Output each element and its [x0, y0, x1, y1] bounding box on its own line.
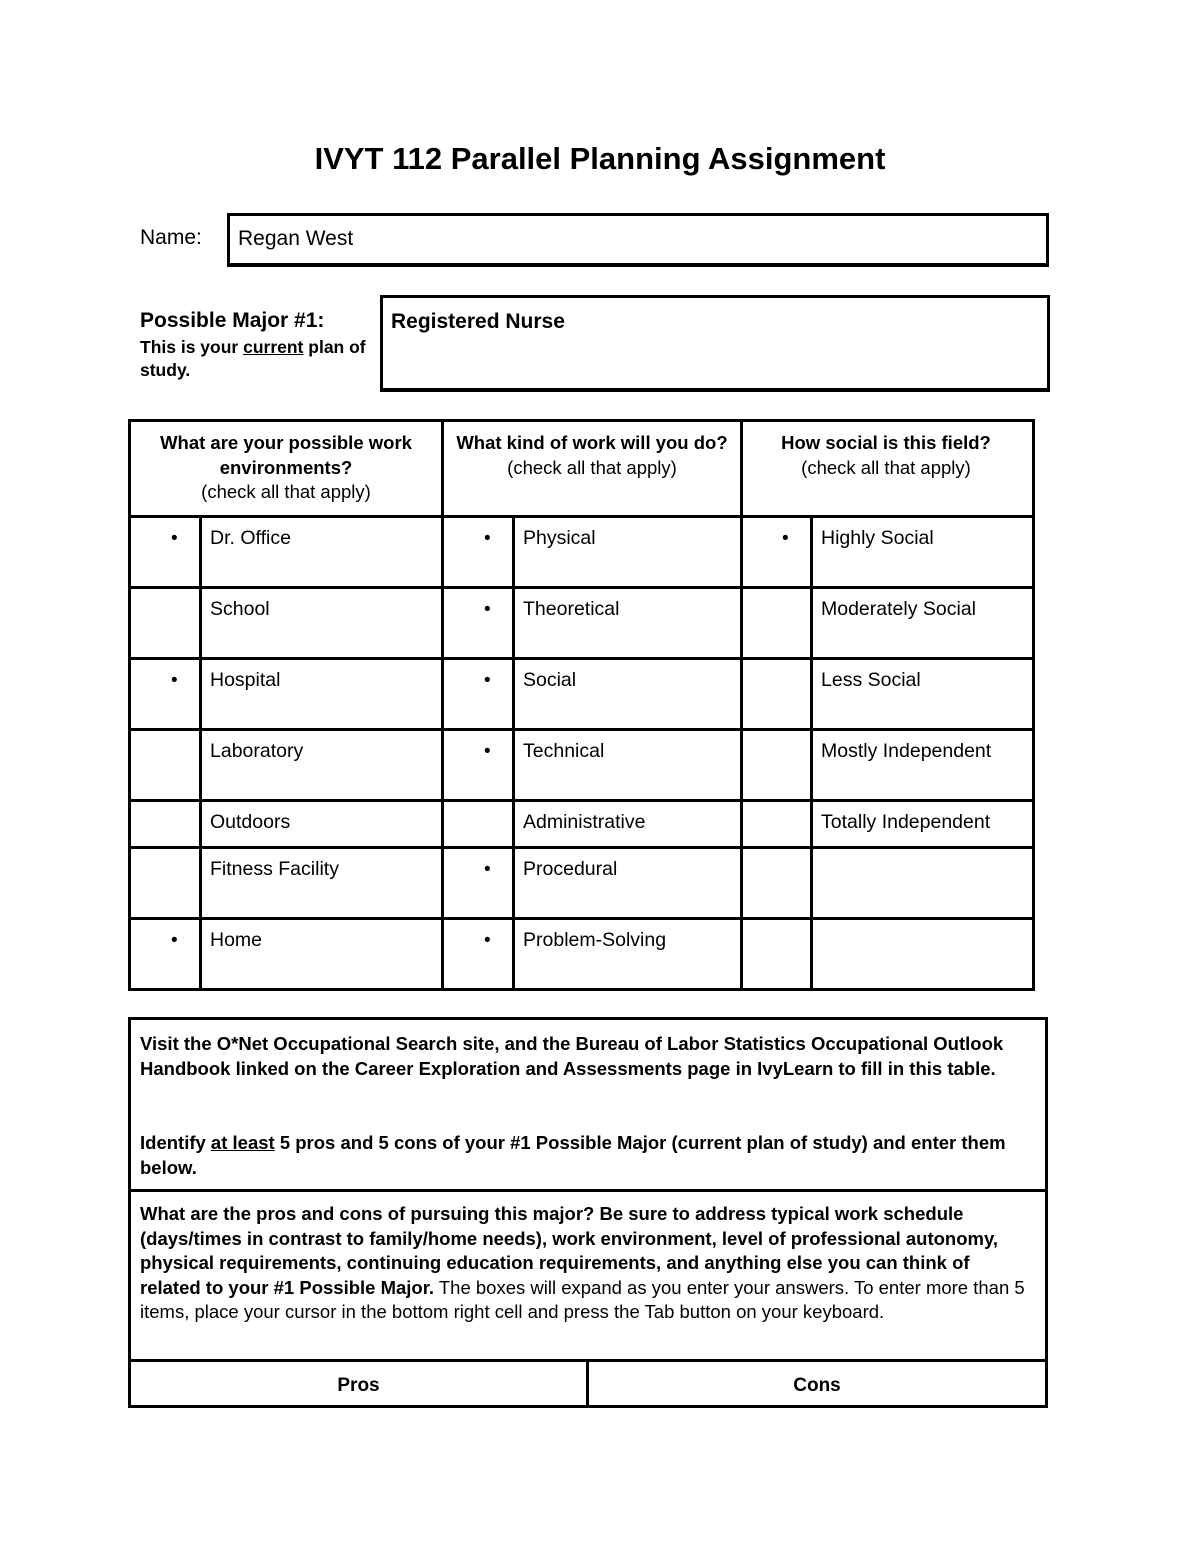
name-label: Name:: [140, 226, 202, 249]
grid-rule: [128, 419, 131, 991]
social-level-option: Highly Social: [821, 527, 934, 549]
work-type-option: Social: [523, 669, 577, 691]
major-label: Possible Major #1:: [140, 309, 325, 332]
environment-checkbox-cell[interactable]: •: [171, 528, 178, 549]
work-type-option: Theoretical: [523, 598, 620, 620]
cons-header: Cons: [793, 1375, 841, 1396]
grid-rule: [441, 419, 444, 991]
environment-option: Hospital: [210, 669, 281, 691]
identify-before: Identify: [140, 1132, 206, 1153]
table-rule: [1045, 1017, 1048, 1408]
pros-cons-table: [128, 1017, 1048, 1408]
page-title: IVYT 112 Parallel Planning Assignment: [314, 141, 886, 176]
environment-option: Outdoors: [210, 811, 291, 833]
header-kind-of-work: [446, 431, 738, 480]
grid-rule: [128, 515, 1035, 518]
work-type-option: Procedural: [523, 858, 618, 880]
identify-underlined: at least: [210, 1132, 275, 1153]
grid-rule: [740, 419, 743, 991]
work-type-checkbox-cell[interactable]: •: [484, 528, 491, 549]
grid-rule: [199, 515, 202, 991]
question-bold: What are the pros and cons of pursuing this major? Be sure to address typical work schedule (days/times in contrast to family/home needs), work environment, level of professional autonomy, physical requirements, continuing education requirements, and anything else you can think of related to your #1 Possible Major.: [140, 1203, 999, 1298]
social-level-option: Moderately Social: [821, 598, 976, 620]
work-type-option: Physical: [523, 527, 596, 549]
grid-rule: [128, 846, 1035, 849]
grid-rule: [128, 419, 1035, 422]
grid-rule: [128, 988, 1035, 991]
grid-rule: [512, 515, 515, 991]
table-rule: [128, 1017, 1048, 1020]
work-type-checkbox-cell[interactable]: •: [484, 670, 491, 691]
environment-checkbox-cell[interactable]: •: [171, 930, 178, 951]
major-note-after: plan of study.: [140, 337, 366, 380]
major-field[interactable]: [380, 295, 1050, 392]
major-note-before: This is your: [140, 337, 239, 357]
question-normal: The boxes will expand as you enter your answers. To enter more than 5 items, place your cursor in the bottom right cell and press the Tab button on your keyboard.: [140, 1276, 1025, 1322]
instructions-identify: [140, 1131, 1035, 1180]
visit-text: Visit the O*Net Occupational Search site, and the Bureau of Labor Statistics Occupational Outlook Handbook linked on the Career Exploration and Assessments page in IvyLearn to fill in this table.: [140, 1033, 1004, 1079]
environment-option: Fitness Facility: [210, 858, 339, 880]
checklist-table: [128, 419, 1035, 991]
table-rule: [128, 1189, 1048, 1192]
header-bold: How social is this field?: [781, 432, 991, 453]
major-note: [140, 336, 380, 382]
work-type-checkbox-cell[interactable]: •: [484, 741, 491, 762]
name-value: Regan West: [238, 227, 354, 250]
social-level-option: Totally Independent: [821, 811, 991, 833]
work-type-checkbox-cell[interactable]: •: [484, 859, 491, 880]
major-note-underlined: current: [243, 337, 304, 357]
major-value: Registered Nurse: [391, 310, 565, 333]
grid-rule: [128, 917, 1035, 920]
environment-option: Laboratory: [210, 740, 304, 762]
environment-option: School: [210, 598, 270, 620]
header-how-social: [758, 431, 1014, 480]
social-level-checkbox-cell[interactable]: •: [782, 528, 789, 549]
environment-checkbox-cell[interactable]: •: [171, 670, 178, 691]
header-work-environments: [154, 431, 418, 505]
work-type-option: Administrative: [523, 811, 646, 833]
grid-rule: [128, 799, 1035, 802]
identify-after: 5 pros and 5 cons of your #1 Possible Major (current plan of study) and enter them below.: [140, 1132, 1006, 1178]
name-field[interactable]: [227, 213, 1049, 267]
work-type-checkbox-cell[interactable]: •: [484, 599, 491, 620]
environment-option: Dr. Office: [210, 527, 291, 549]
header-bold: What are your possible work environments?: [160, 432, 412, 478]
grid-rule: [128, 657, 1035, 660]
social-level-option: Mostly Independent: [821, 740, 992, 762]
header-note: (check all that apply): [201, 481, 371, 502]
header-bold: What kind of work will you do?: [456, 432, 728, 453]
social-level-option: Less Social: [821, 669, 921, 691]
instructions-question: [140, 1202, 1035, 1325]
work-type-option: Problem-Solving: [523, 929, 667, 951]
environment-option: Home: [210, 929, 263, 951]
pros-header: Pros: [337, 1375, 380, 1396]
header-note: (check all that apply): [801, 456, 971, 478]
grid-rule: [810, 515, 813, 991]
grid-rule: [128, 586, 1035, 589]
header-note: (check all that apply): [507, 456, 677, 478]
instructions-visit: [140, 1032, 1035, 1081]
grid-rule: [1032, 419, 1035, 991]
grid-rule: [128, 728, 1035, 731]
table-rule: [128, 1017, 131, 1408]
work-type-checkbox-cell[interactable]: •: [484, 930, 491, 951]
work-type-option: Technical: [523, 740, 605, 762]
